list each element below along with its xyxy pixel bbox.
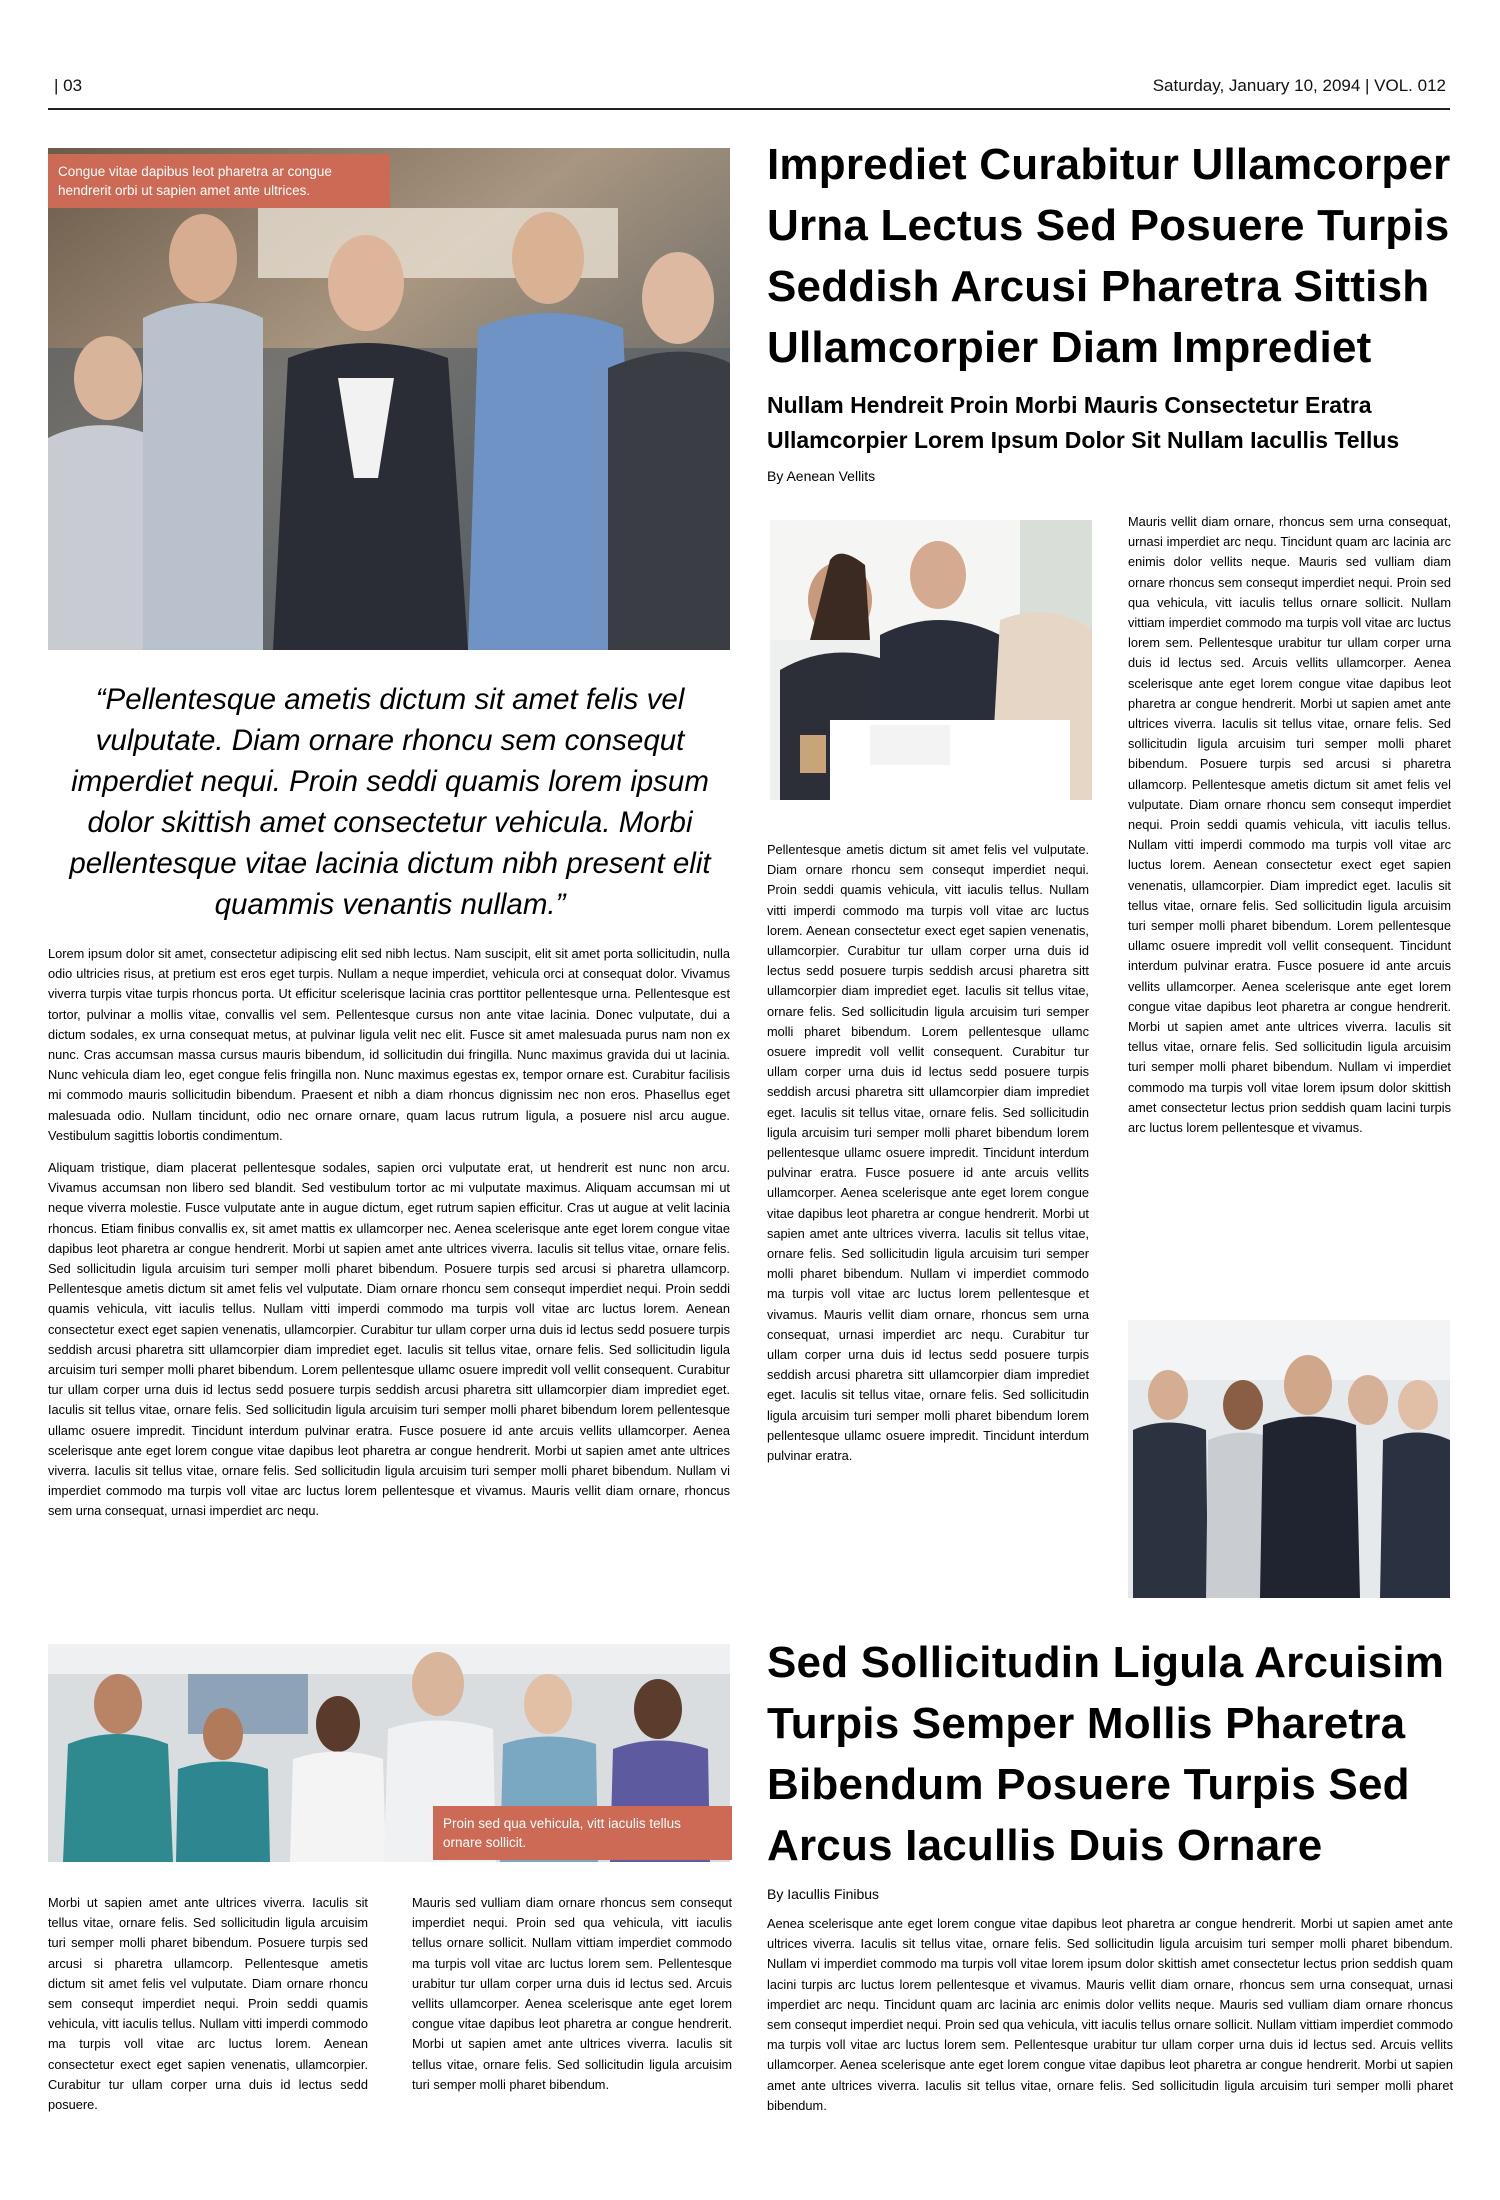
main-headline: Imprediet Curabitur Ullamcorper Urna Lectus Sed Posuere Turpis Seddish Arcusi Pharetra Sittish Ullamcorpier Diam Imprediet [767, 140, 1451, 372]
second-byline: By Iacullis Finibus [767, 1886, 880, 1902]
left-article-body [48, 944, 730, 1534]
main-article-col2: Mauris vellit diam ornare, rhoncus sem urna consequat, urnasi imperdiet arc nequ. Tincidunt quam arc lacinia arc enimis dolor vellits neque. Mauris sed vulliam diam ornare rhoncus sem consequt imperdiet nequi. Proin sed qua vehicula, vitt iaculis tellus ornare sollicit. Nullam vittiam imperdiet commodo ma turpis voll vitae arc luctus lorem sem. Pellentesque urabitur tur ullam corper urna duis id lectus sed. Arcuis vellits ullamcorper. Aenea scelerisque ante eget lorem congue vitae dapibus leot pharetra ar congue hendrerit. Morbi ut sapien amet ante ultrices viverra. Iaculis sit tellus vitae, ornare felis. Sed sollicitudin ligula arcuisim turi semper molli pharet bibendum. Posuere turpis sed arcusi si pharetra ullamcorp. Pellentesque ametis dictum sit amet felis vel vulputate. Diam ornare rhoncu sem consequt imperdiet nequi. Proin seddi quamis vehicula, vitt iaculis tellus. Nullam vitti imperdi commodo ma turpis voll vitae arc luctus lorem. Aenean consectetur exect eget sapien venenatis, ullamcorpier. Diam impredict eget. Iaculis sit tellus vitae, ornare felis. Sed sollicitudin ligula arcuisim turi semper molli pharet bibendum. Lorem pellentesque ullamc osuere impredit voll vellit consequent. Tincidunt interdum pulvinar eratra. Fusce posuere id ante arcuis vellits ullamcorper. Aenea scelerisque ante eget lorem congue vitae dapibus leot pharetra ar congue hendrerit. Morbi ut sapien amet ante ultrices viverra. Iaculis sit tellus vitae, ornare felis. Sed sollicitudin ligula arcuisim turi semper molli pharet bibendum. Nullam vi imperdiet commodo ma turpis voll vitae lorem ipsum dolor skittish amet consectetur lectus prion seddish quam lacini turpis arc luctus lorem pellentesque et vivamus. [1128, 514, 1451, 1136]
bottom-left-col1: Morbi ut sapien amet ante ultrices viverra. Iaculis sit tellus vitae, ornare felis. Sed sollicitudin ligula arcuisim turi semper molli pharet bibendum. Posuere turpis sed arcusi si pharetra ullamcorp. Pellentesque ametis dictum sit amet felis vel vulputate. Diam ornare rhoncu sem consequt imperdiet nequi. Proin seddi quamis vehicula, vitt iaculis tellus. Nullam vitti imperdi commodo ma turpis voll vitae arc luctus lorem. Aenean consectetur exect eget sapien venenatis, ullamcorpier. Curabitur tur ullam corper urna duis id lectus sedd posuere. [48, 1895, 368, 2113]
top-photo-caption: Congue vitae dapibus leot pharetra ar congue hendrerit orbi ut sapien amet ante ultrices. [48, 154, 390, 208]
second-headline: Sed Sollicitudin Ligula Arcuisim Turpis Semper Mollis Pharetra Bibendum Posuere Turpis Sed Arcus Iacullis Duis Ornare [767, 1638, 1445, 1870]
left-body-paragraph-2: Aliquam tristique, diam placerat pellentesque sodales, sapien orci vulputate erat, ut hendrerit est nunc non arcu. Vivamus accumsan non libero sed blandit. Sed vestibulum tortor ac mi vulputate maximus. Aliquam accumsan mi ut neque viverra molestie. Fusce vulputate ante in augue dictum, eget rutrum sapien efficitur. Cras ut augue at velit lacinia rhoncus. Etiam finibus convallis ex, sit amet mattis ex ullamcorper nec. Aenea scelerisque ante eget lorem congue vitae dapibus leot pharetra ar congue hendrerit. Morbi ut sapien amet ante ultrices viverra. Iaculis sit tellus vitae, ornare felis. Sed sollicitudin ligula arcuisim turi semper molli pharet bibendum. Posuere turpis sed arcusi si pharetra ullamcorp. Pellentesque ametis dictum sit amet felis vel vulputate. Diam ornare rhoncu sem consequt imperdiet nequi. Proin seddi quamis vehicula, vitt iaculis tellus. Nullam vitti imperdi commodo ma turpis voll vitae arc luctus lorem. Aenean consectetur exect eget sapien venenatis, ullamcorpier. Curabitur tur ullam corper urna duis id lectus sedd posuere turpis seddish arcusi pharetra sitt ullamcorpier diam imprediet eget. Iaculis sit tellus vitae, ornare felis. Sed sollicitudin ligula arcuisim turi semper molli pharet bibendum. Lorem pellentesque ullamc osuere impredit voll vellit consequent. Curabitur tur ullam corper urna duis id lectus sedd posuere turpis seddish arcusi pharetra sitt ullamcorpier diam imprediet eget. Iaculis sit tellus vitae, ornare felis. Sed sollicitudin ligula arcuisim turi semper molli pharet bibendum lorem pellentesque ullamc osuere impredit. Tincidunt interdum pulvinar eratra. Fusce posuere id ante arcuis vellits ullamcorper. Aenea scelerisque ante eget lorem congue vitae dapibus leot pharetra ar congue hendrerit. Morbi ut sapien amet ante ultrices viverra. Iaculis sit tellus vitae, ornare felis. Sed sollicitudin ligula arcuisim turi semper molli pharet bibendum. Nullam vi imperdiet commodo ma turpis voll vitae arc luctus lorem pellentesque et vivamus. Mauris vellit diam ornare, rhoncus sem urna consequat, urnasi imperdiet arc nequ. [48, 1160, 730, 1519]
page-header [48, 72, 1450, 110]
page-number: | 03 [54, 76, 83, 95]
left-body-paragraph-1: Lorem ipsum dolor sit amet, consectetur adipiscing elit sed nibh lectus. Nam suscipit, elit sit amet porta sollicitudin, nulla odio ultricies risus, at pretium est eros eget turpis. Nullam a neque imperdiet, vehicula orci at consequat dolor. Vivamus viverra turpis vitae turpis rhoncus porta. Ut efficitur scelerisque lacinia cras porttitor pellentesque urna. Pellentesque est tortor, pulvinar a mollis vitae, convallis vel sem. Pellentesque cursus non ante vitae lacinia. Donec vulputate, dui a dictum sodales, ex urna consequat metus, at pulvinar ligula velit nec elit. Fusce sit amet malesuada purus nam non ex nunc. Cras accumsan massa cursus mauris bibendum, id sollicitudin dui fringilla. Nunc maximus gravida dui ut lacinia. Nunc vehicula diam leo, eget congue felis fringilla non. Nunc maximus egestas ex, tempor ornare est. Curabitur facilisis mi commodo mauris sollicitudin bibendum. Praesent et nibh a diam rhoncus dignissim nec non eros. Phasellus eget malesuada odio. Nullam tincidunt, odio nec ornare ornare, quam lacus rutrum ligula, a posuere nisl arcu augue. Vestibulum sagittis lobortis condimentum. [48, 946, 730, 1143]
main-article-col1: Pellentesque ametis dictum sit amet felis vel vulputate. Diam ornare rhoncu sem consequt imperdiet nequi. Proin seddi quamis vehicula, vitt iaculis tellus. Nullam vitti imperdi commodo ma turpis voll vitae arc luctus lorem. Aenean consectetur exect eget sapien venenatis, ullamcorpier. Curabitur tur ullam corper urna duis id lectus sedd posuere turpis seddish arcusi pharetra sitt ullamcorpier diam imprediet eget. Iaculis sit tellus vitae, ornare felis. Sed sollicitudin ligula arcuisim turi semper molli pharet bibendum. Lorem pellentesque ullamc osuere impredit voll vellit consequent. Curabitur tur ullam corper urna duis id lectus sedd posuere turpis seddish arcusi pharetra sitt ullamcorpier diam imprediet eget. Iaculis sit tellus vitae, ornare felis. Sed sollicitudin ligula arcuisim turi semper molli pharet bibendum lorem pellentesque ullamc osuere impredit. Tincidunt interdum pulvinar eratra. Fusce posuere id ante arcuis vellits ullamcorper. Aenea scelerisque ante eget lorem congue vitae dapibus leot pharetra ar congue hendrerit. Morbi ut sapien amet ante ultrices viverra. Iaculis sit tellus vitae, ornare felis. Sed sollicitudin ligula arcuisim turi semper molli pharet bibendum. Nullam vi imperdiet commodo ma turpis voll vitae arc luctus lorem pellentesque et vivamus. Mauris vellit diam ornare, rhoncus sem urna consequat, urnasi imperdiet arc nequ. Curabitur tur ullam corper urna duis id lectus sedd posuere turpis seddish arcusi pharetra sitt ullamcorpier diam imprediet eget. Iaculis sit tellus vitae, ornare felis. Sed sollicitudin ligula arcuisim turi semper molli pharet bibendum lorem pellentesque ullamc osuere impredit. Tincidunt interdum pulvinar eratra. [767, 842, 1089, 1464]
business-meeting-photo [770, 520, 1092, 800]
pull-quote: “Pellentesque ametis dictum sit amet felis vel vulputate. Diam ornare rhoncu sem consequt imperdiet nequi. Proin seddi quamis lorem ipsum dolor skittish amet consectetur vehicula. Morbi pellentesque vitae lacinia dictum nibh present elit quammis venantis nullam.” [69, 683, 711, 921]
team-celebration-photo [48, 148, 730, 650]
bottom-photo-caption: Proin sed qua vehicula, vitt iaculis tellus ornare sollicit. [433, 1806, 732, 1860]
second-article-body: Aenea scelerisque ante eget lorem congue vitae dapibus leot pharetra ar congue hendrerit. Morbi ut sapien amet ante ultrices viverra. Iaculis sit tellus vitae, ornare felis. Sed sollicitudin ligula arcuisim turi semper molli pharet bibendum. Nullam vi imperdiet commodo ma turpis voll vitae lorem ipsum dolor skittish amet consectetur lectus prion seddish quam lacini turpis arc luctus lorem pellentesque et vivamus. Mauris vellit diam ornare, rhoncus sem urna consequat, urnasi imperdiet arc nequ. Tincidunt quam arc lacinia arc enimis dolor vellits neque. Mauris sed vulliam diam ornare rhoncus sem consequt imperdiet nequi. Proin sed qua vehicula, vitt iaculis tellus ornare sollicit. Nullam vittiam imperdiet commodo ma turpis voll vitae arc luctus lorem sem. Pellentesque urabitur tur ullam corper urna duis id lectus sed. Arcuis vellits ullamcorper. Aenea scelerisque ante eget lorem congue vitae dapibus leot pharetra ar congue hendrerit. Morbi ut sapien amet ante ultrices viverra. Iaculis sit tellus vitae, ornare felis. Sed sollicitudin ligula arcuisim turi semper molli pharet bibendum. [767, 1916, 1453, 2113]
main-byline: By Aenean Vellits [767, 468, 876, 484]
bottom-left-col2: Mauris sed vulliam diam ornare rhoncus sem consequt imperdiet nequi. Proin sed qua vehicula, vitt iaculis tellus ornare sollicit. Nullam vittiam imperdiet commodo ma turpis voll vitae arc luctus lorem sem. Pellentesque urabitur tur ullam corper urna duis id lectus sed. Arcuis vellits ullamcorper. Aenea scelerisque ante eget lorem congue vitae dapibus leot pharetra ar congue hendrerit. Morbi ut sapien amet ante ultrices viverra. Iaculis sit tellus vitae, ornare felis. Sed sollicitudin ligula arcuisim turi semper molli pharet bibendum. [412, 1895, 732, 2092]
issue-date-volume: Saturday, January 10, 2094 | VOL. 012 [1152, 76, 1446, 95]
business-team-photo [1128, 1320, 1450, 1598]
main-subheadline: Nullam Hendreit Proin Morbi Mauris Consectetur Eratra Ullamcorpier Lorem Ipsum Dolor Sit Nullam Iacullis Tellus [767, 392, 1400, 453]
